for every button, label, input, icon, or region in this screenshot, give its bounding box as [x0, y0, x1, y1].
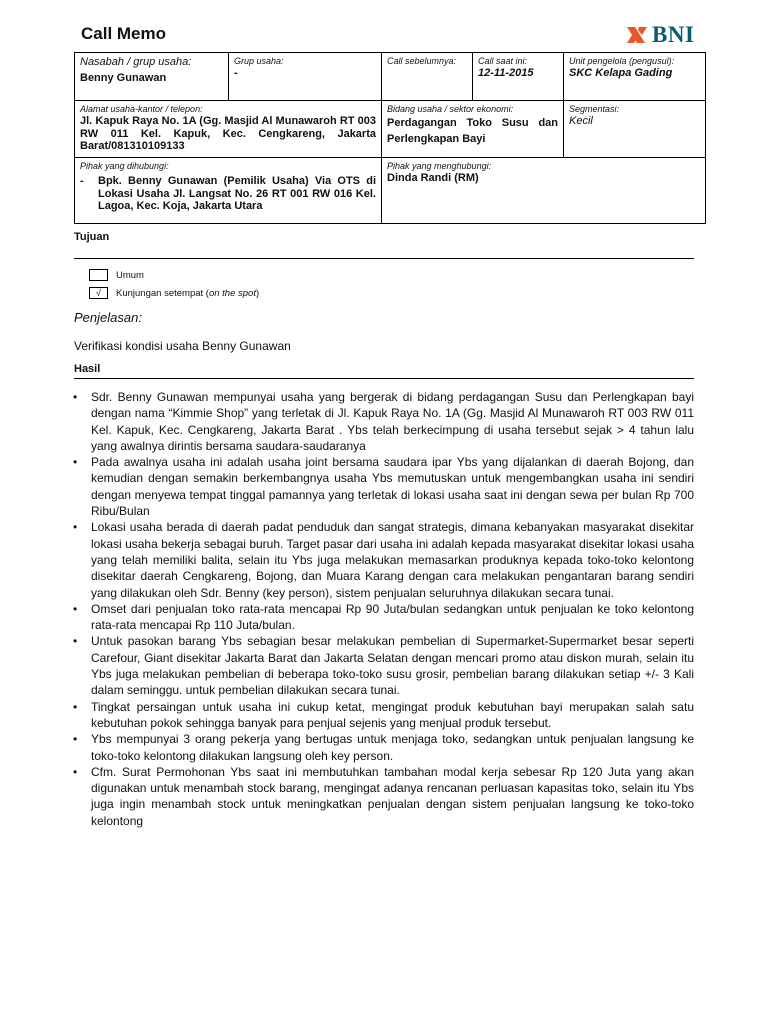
list-item: • Sdr. Benny Gunawan mempunyai usaha yang bergerak di bidang perdagangan Susu dan Perlengkapan bayi dengan nama “Kimmie Shop” yang terletak di Jl. Kapuk Raya No. 1A (Gg. Masjid Al Munawaroh RT 003 RW 011 Kel. Kapuk, Kec. Cengkareng, Jakarta Barat . Ybs telah berkecimpung di usaha tersebut sejak > 4 tahun lalu yang awalnya dirintis bersama saudara-saudaranya — [70, 389, 694, 454]
bni-logo-text: BNI — [652, 22, 695, 47]
checkbox-umum[interactable] — [89, 269, 108, 281]
bidang-cell — [382, 101, 564, 157]
divider — [74, 378, 694, 379]
dihubungi-value: Bpk. Benny Gunawan (Pemilik Usaha) Via OTS di Lokasi Usaha Jl. Langsat No. 26 RT 001 RW 016 Kel. Lagoa, Kec. Koja, Jakarta Utara — [98, 175, 376, 212]
option-umum[interactable] — [89, 269, 144, 281]
nasabah-value: Benny Gunawan — [80, 72, 167, 84]
header-row-1 — [75, 53, 705, 101]
unit-label: Unit pengelola (pengusul): — [569, 56, 675, 66]
bullet: • — [73, 732, 78, 747]
call-prev-label: Call sebelumnya: — [387, 56, 457, 66]
bidang-value: Perdagangan Toko Susu dan Perlengkapan Bayi — [387, 117, 558, 145]
option-kunjungan-label: Kunjungan setempat (on the spot) — [116, 287, 260, 299]
bullet: • — [73, 634, 78, 649]
list-item: • Lokasi usaha berada di daerah padat penduduk dan sangat strategis, dimana kebanyakan masyarakat disekitar lokasi usaha bekerja sebagai buruh. Target pasar dari usaha ini adalah kepada masyarakat disekitar lokasi usaha yang telah memiliki balita, selain itu Ybs juga melakukan memasarkan produknya kepada toko-toko kelontong disekitar daerah Cengkareng, Bojong, dan Muara Karang dengan cara melakukan pengantaran barang sendiri yang dilakukan oleh Sdr. Benny (key person), sistem penjualan seluruhnya dilakukan secara tunai. — [70, 519, 694, 600]
unit-cell — [564, 53, 705, 100]
segmentasi-value: Kecil — [569, 115, 593, 127]
alamat-cell — [75, 101, 382, 157]
header-table — [74, 52, 706, 224]
dihubungi-item — [80, 175, 376, 213]
alamat-value: Jl. Kapuk Raya No. 1A (Gg. Masjid Al Munawaroh RT 003 RW 011 Kel. Kapuk, Kec. Cengkareng, Jakarta Barat/081310109133 — [80, 115, 376, 152]
hasil-heading: Hasil — [74, 363, 101, 375]
menghubungi-value: Dinda Randi (RM) — [387, 172, 479, 184]
list-item: • Ybs mempunyai 3 orang pekerja yang bertugas untuk menjaga toko, sedangkan untuk penjualan langsung ke toko-toko kelontong dilakukan langsung oleh key person. — [70, 731, 694, 764]
header-row-3 — [75, 158, 705, 223]
hasil-list — [70, 389, 694, 829]
bullet: • — [73, 390, 78, 404]
call-now-label: Call saat ini: — [478, 56, 528, 66]
menghubungi-cell — [382, 158, 705, 223]
checkbox-kunjungan[interactable]: √ — [89, 287, 108, 299]
list-item: • Omset dari penjualan toko rata-rata mencapai Rp 90 Juta/bulan sedangkan untuk penjualan ke toko kelontong rata-rata mencapai Rp 110 Juta/bulan. — [70, 601, 694, 634]
bullet: • — [73, 699, 78, 714]
segmentasi-label: Segmentasi: — [569, 104, 620, 114]
menghubungi-label: Pihak yang menghubungi: — [387, 161, 492, 171]
dihubungi-label: Pihak yang dihubungi: — [80, 161, 169, 171]
call-now-cell — [473, 53, 564, 100]
call-prev-cell — [382, 53, 473, 100]
option-kunjungan[interactable] — [89, 287, 259, 299]
bni-logo-icon — [625, 24, 649, 46]
list-item: • Untuk pasokan barang Ybs sebagian besar melakukan pembelian di Supermarket-Supermarket besar seperti Carefour, Giant disekitar Jakarta Barat dan Jakarta Selatan dengan mencari promo atau diskon murah, selain itu Ybs juga melakukan pembelian di beberapa toko-toko susu grosir, pembelian barang dilakukan setiap +/- 3 Kali dalam seminggu. untuk pembelian dilakukan secara tunai. — [70, 633, 694, 698]
list-item: • Pada awalnya usaha ini adalah usaha joint bersama saudara ipar Ybs yang dijalankan di daerah Bojong, dan kemudian dengan semakin berkembangnya usaha Ybs memutuskan untuk mengembangkan usaha ini sendiri dengan menyewa tempat tinggal pamannya yang terletak di lokasi usaha saat ini dengan sewa per bulan Rp 700 Ribu/Bulan — [70, 454, 694, 519]
list-item: • Cfm. Surat Permohonan Ybs saat ini membutuhkan tambahan modal kerja sebesar Rp 120 Juta yang akan digunakan untuk menambah stock barang, mengingat adanya rencanan perluasan kapasitas toko, selain itu Ybs juga ingin menambah stock untuk meningkatkan penjualan dengan sistem penjualan langsung ke toko-toko kelontong — [70, 764, 694, 829]
nasabah-cell — [75, 53, 229, 100]
dihubungi-list — [80, 175, 376, 213]
bni-logo — [625, 22, 694, 48]
bullet: • — [73, 520, 78, 535]
grup-value: - — [234, 67, 238, 79]
bidang-label: Bidang usaha / sektor ekonomi: — [387, 104, 514, 114]
tujuan-heading: Tujuan — [74, 231, 110, 243]
divider — [74, 258, 694, 259]
dihubungi-dash: - — [80, 175, 84, 187]
unit-value: SKC Kelapa Gading — [569, 67, 673, 79]
penjelasan-text: Verifikasi kondisi usaha Benny Gunawan — [74, 339, 291, 353]
nasabah-label: Nasabah / grup usaha: — [80, 56, 192, 68]
list-item: • Tingkat persaingan untuk usaha ini cukup ketat, mengingat produk kebutuhan bayi merupakan salah satu kebutuhan pokok sehingga banyak para penjual sejenis yang menjual produk tersebut. — [70, 699, 694, 732]
page-title: Call Memo — [81, 24, 167, 43]
penjelasan-heading: Penjelasan: — [74, 310, 142, 325]
alamat-label: Alamat usaha-kantor / telepon: — [80, 104, 203, 114]
grup-cell — [229, 53, 382, 100]
bullet: • — [73, 455, 78, 470]
bullet: • — [73, 764, 78, 779]
segmentasi-cell — [564, 101, 705, 157]
bullet: • — [73, 601, 78, 616]
grup-label: Grup usaha: — [234, 56, 284, 66]
header-row-2 — [75, 101, 705, 158]
call-now-value: 12-11-2015 — [478, 67, 534, 79]
option-umum-label: Umum — [116, 269, 144, 281]
dihubungi-cell — [75, 158, 382, 223]
